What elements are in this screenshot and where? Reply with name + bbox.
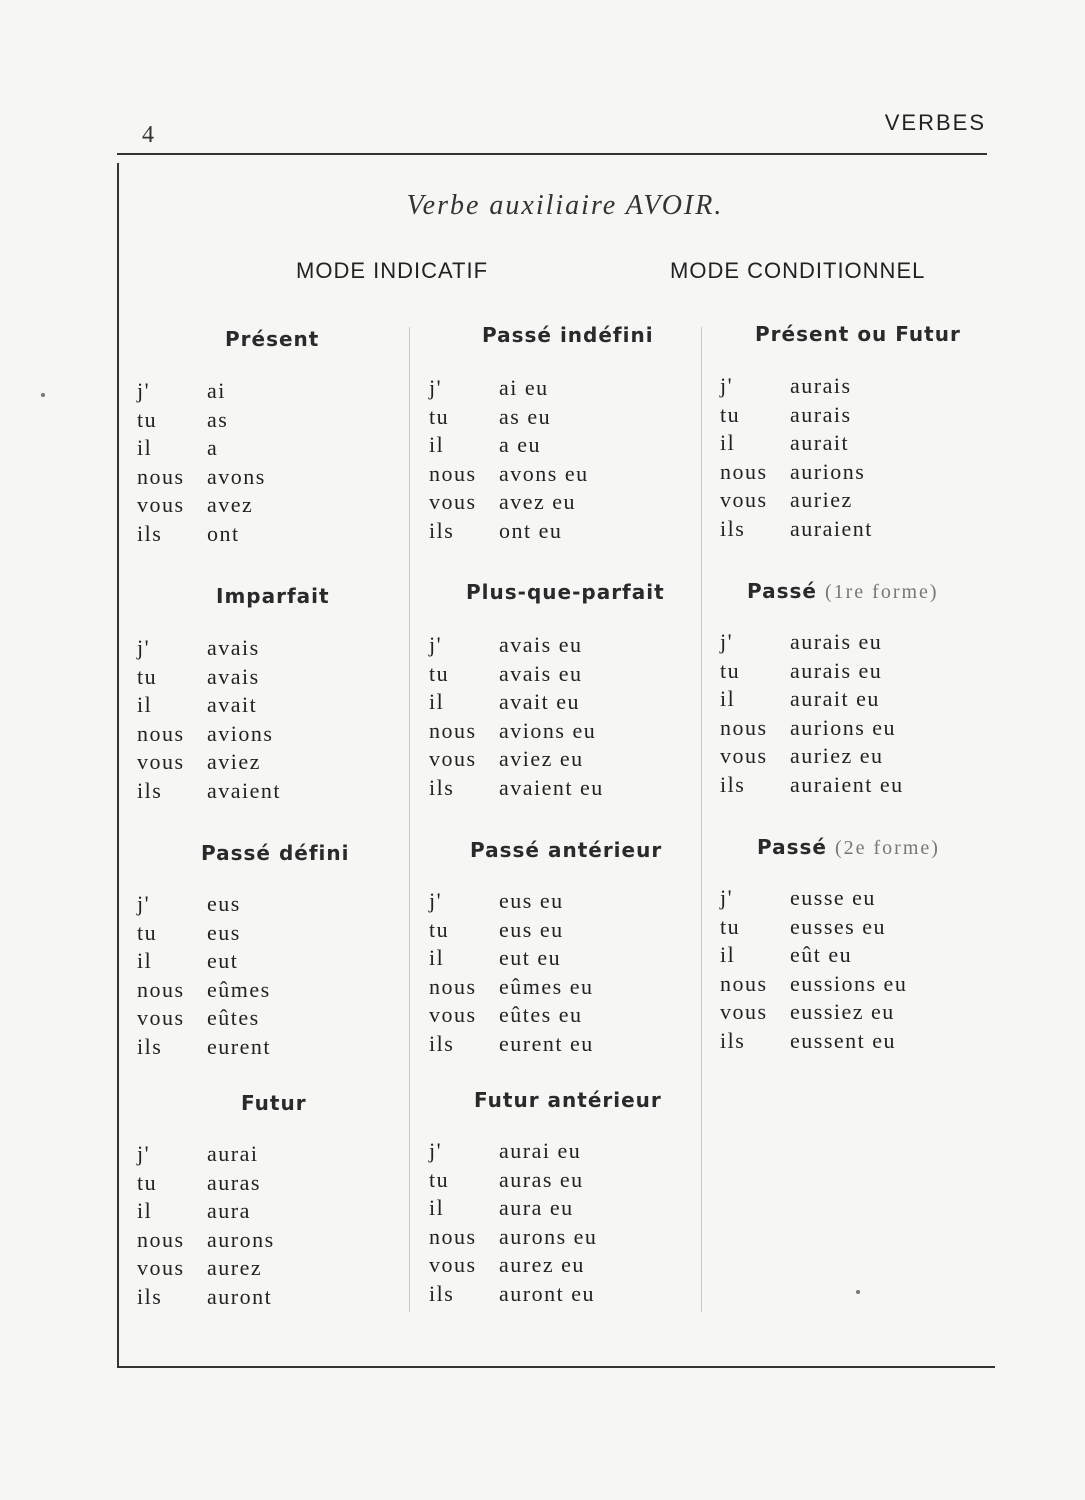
pronoun: tu — [137, 406, 158, 432]
conjugation-row — [429, 631, 604, 660]
conjugation-row — [720, 884, 907, 913]
verb-form: aurons eu — [499, 1223, 598, 1249]
conjugation-row — [720, 515, 873, 544]
conjugation-row — [137, 1254, 275, 1283]
verb-form: as eu — [499, 403, 552, 429]
pronoun: j' — [720, 373, 734, 398]
verb-form: aviez — [207, 749, 261, 775]
conjugation-row — [429, 774, 604, 803]
tense-title-text: Passé — [747, 579, 817, 603]
verb-form: eussiez eu — [790, 999, 895, 1025]
conjugation-row — [429, 944, 594, 973]
tense-title-imparfait: Imparfait — [216, 584, 330, 608]
pronoun: ils — [137, 777, 163, 803]
conjugation-row — [720, 657, 904, 686]
verb-form: auras — [207, 1169, 261, 1195]
conjugation-row — [429, 1166, 597, 1195]
conjugation-row — [720, 372, 873, 401]
speck — [41, 393, 45, 397]
tense-title-plus-que-parfait: Plus-que-parfait — [466, 580, 665, 604]
conjugation-row — [137, 777, 281, 806]
verb-form: aurions eu — [790, 714, 897, 740]
pronoun: j' — [137, 635, 151, 660]
pronoun: j' — [429, 375, 443, 400]
verb-form: eût eu — [790, 942, 853, 968]
verb-form: eus — [207, 891, 241, 916]
pronoun: nous — [137, 463, 185, 489]
verb-form: auraient eu — [790, 771, 904, 797]
verb-form: avais eu — [499, 632, 583, 657]
conjugation-plus-que-parfait — [429, 631, 604, 803]
pronoun: vous — [137, 1005, 185, 1031]
pronoun: vous — [429, 489, 477, 515]
pronoun: il — [137, 1198, 153, 1224]
verb-form: eurent eu — [499, 1030, 594, 1056]
page-number: 4 — [142, 122, 154, 148]
conjugation-row — [429, 688, 604, 717]
mode-indicatif-heading: MODE INDICATIF — [296, 258, 489, 283]
conjugation-row — [720, 401, 873, 430]
tense-title-futur: Futur — [241, 1091, 307, 1115]
verb-form: aurait eu — [790, 686, 880, 712]
pronoun: il — [429, 945, 445, 971]
conjugation-row — [720, 486, 873, 515]
conjugation-row — [137, 491, 266, 520]
pronoun: j' — [137, 378, 151, 403]
tense-title-passe-anterieur: Passé antérieur — [470, 838, 663, 862]
verb-form: aurai — [207, 1141, 259, 1166]
pronoun: tu — [429, 916, 450, 942]
verb-form: eusse eu — [790, 885, 876, 910]
tense-title-suffix: (2e forme) — [834, 837, 940, 859]
tense-title-present: Présent — [225, 327, 320, 351]
pronoun: vous — [137, 749, 185, 775]
pronoun: il — [720, 942, 736, 968]
verb-form: aura — [207, 1198, 251, 1224]
conjugation-row — [429, 431, 589, 460]
conjugation-row — [137, 919, 271, 948]
conjugation-passe-anterieur — [429, 887, 594, 1059]
conjugation-row — [137, 1140, 275, 1169]
pronoun: il — [137, 435, 153, 461]
pronoun: nous — [720, 458, 768, 484]
conjugation-row — [137, 890, 271, 919]
pronoun: tu — [720, 401, 741, 427]
pronoun: il — [720, 686, 736, 712]
top-rule — [117, 153, 987, 155]
verb-form: aurais — [790, 401, 852, 427]
conjugation-row — [137, 520, 266, 549]
verb-form: avait eu — [499, 689, 581, 715]
pronoun: vous — [429, 1252, 477, 1278]
pronoun: ils — [429, 1280, 455, 1306]
tense-title-cond-passe-1 — [747, 579, 939, 604]
verb-form: eus — [207, 919, 241, 945]
verb-form: avais eu — [499, 660, 583, 686]
conjugation-row — [720, 429, 873, 458]
pronoun: il — [720, 430, 736, 456]
verb-form: aurais eu — [790, 629, 883, 654]
tense-title-passe-indefini: Passé indéfini — [482, 323, 654, 347]
pronoun: ils — [429, 1030, 455, 1056]
conjugation-row — [720, 941, 907, 970]
verb-form: ont eu — [499, 517, 563, 543]
verb-form: aurais — [790, 373, 852, 398]
pronoun: vous — [137, 1255, 185, 1281]
conjugation-row — [137, 947, 271, 976]
verb-form: as — [207, 406, 229, 432]
page-title: Verbe auxiliaire AVOIR. — [406, 190, 724, 221]
verb-form: eussions eu — [790, 970, 908, 996]
conjugation-present — [137, 377, 266, 549]
pronoun: j' — [137, 891, 151, 916]
conjugation-passe-defini — [137, 890, 271, 1062]
conjugation-row — [137, 1197, 275, 1226]
conjugation-row — [137, 406, 266, 435]
conjugation-row — [429, 745, 604, 774]
tense-title-futur-anterieur: Futur antérieur — [474, 1088, 662, 1112]
conjugation-row — [720, 771, 904, 800]
verb-form: aurions — [790, 458, 866, 484]
conjugation-row — [429, 403, 589, 432]
verb-form: auriez eu — [790, 743, 884, 769]
tense-title-passe-defini: Passé défini — [201, 841, 350, 865]
conjugation-row — [137, 634, 281, 663]
verb-form: eûmes — [207, 976, 271, 1002]
verb-form: aura eu — [499, 1195, 574, 1221]
pronoun: j' — [720, 629, 734, 654]
verb-form: eurent — [207, 1033, 271, 1059]
pronoun: j' — [720, 885, 734, 910]
pronoun: tu — [429, 1166, 450, 1192]
pronoun: vous — [720, 743, 768, 769]
pronoun: tu — [429, 660, 450, 686]
pronoun: vous — [429, 746, 477, 772]
pronoun: nous — [720, 714, 768, 740]
conjugation-cond-present — [720, 372, 873, 544]
verb-form: eûtes — [207, 1005, 260, 1031]
verb-form: avaient — [207, 777, 282, 803]
conjugation-row — [137, 976, 271, 1005]
conjugation-row — [720, 1027, 907, 1056]
verb-form: aurais eu — [790, 657, 883, 683]
verb-form: eûtes eu — [499, 1002, 583, 1028]
conjugation-row — [720, 685, 904, 714]
verb-form: auront — [207, 1283, 273, 1309]
verb-form: avez eu — [499, 489, 577, 515]
conjugation-row — [137, 377, 266, 406]
conjugation-row — [429, 1194, 597, 1223]
tense-title-suffix: (1re forme) — [824, 581, 939, 603]
conjugation-row — [137, 748, 281, 777]
verb-form: avions eu — [499, 717, 597, 743]
conjugation-row — [429, 460, 589, 489]
pronoun: ils — [137, 520, 163, 546]
tense-title-text: Passé — [757, 835, 827, 859]
pronoun: tu — [137, 919, 158, 945]
verb-form: auraient — [790, 515, 873, 541]
conjugation-row — [720, 458, 873, 487]
bottom-rule — [117, 1366, 995, 1368]
conjugation-row — [429, 488, 589, 517]
pronoun: nous — [137, 1226, 185, 1252]
verb-form: aviez eu — [499, 746, 584, 772]
column-divider — [409, 327, 410, 1312]
conjugation-row — [429, 887, 594, 916]
conjugation-row — [137, 434, 266, 463]
conjugation-row — [137, 1004, 271, 1033]
conjugation-row — [429, 1280, 597, 1309]
verb-form: eus eu — [499, 916, 564, 942]
pronoun: ils — [720, 771, 746, 797]
verb-form: a — [207, 435, 219, 461]
verb-form: eus eu — [499, 888, 564, 913]
conjugation-row — [429, 1251, 597, 1280]
conjugation-cond-passe-2 — [720, 884, 907, 1056]
conjugation-passe-indefini — [429, 374, 589, 546]
verb-form: aurez eu — [499, 1252, 585, 1278]
verb-form: ai — [207, 378, 226, 403]
verb-form: aurons — [207, 1226, 275, 1252]
pronoun: tu — [137, 1169, 158, 1195]
pronoun: tu — [720, 657, 741, 683]
verb-form: aurai eu — [499, 1138, 582, 1163]
conjugation-row — [720, 628, 904, 657]
verb-form: eussent eu — [790, 1027, 897, 1053]
conjugation-row — [137, 1283, 275, 1312]
verb-form: aurait — [790, 430, 850, 456]
conjugation-row — [720, 714, 904, 743]
conjugation-row — [429, 660, 604, 689]
pronoun: ils — [720, 1027, 746, 1053]
conjugation-row — [137, 1226, 275, 1255]
conjugation-row — [429, 374, 589, 403]
pronoun: nous — [429, 973, 477, 999]
verb-form: eusses eu — [790, 913, 886, 939]
pronoun: nous — [429, 717, 477, 743]
conjugation-row — [137, 1169, 275, 1198]
pronoun: vous — [137, 492, 185, 518]
pronoun: il — [429, 1195, 445, 1221]
conjugation-row — [720, 970, 907, 999]
pronoun: il — [137, 948, 153, 974]
tense-title-cond-present: Présent ou Futur — [755, 322, 961, 346]
verb-form: avaient eu — [499, 774, 604, 800]
conjugation-row — [720, 998, 907, 1027]
pronoun: tu — [429, 403, 450, 429]
conjugation-row — [720, 913, 907, 942]
verb-form: eûmes eu — [499, 973, 594, 999]
conjugation-row — [429, 717, 604, 746]
verb-form: avons eu — [499, 460, 589, 486]
pronoun: j' — [429, 632, 443, 657]
conjugation-row — [429, 1030, 594, 1059]
pronoun: ils — [429, 774, 455, 800]
conjugation-row — [137, 663, 281, 692]
speck — [856, 1290, 860, 1294]
verb-form: a eu — [499, 432, 542, 458]
conjugation-cond-passe-1 — [720, 628, 904, 800]
pronoun: tu — [720, 913, 741, 939]
conjugation-row — [429, 517, 589, 546]
pronoun: il — [429, 689, 445, 715]
verb-form: eut eu — [499, 945, 562, 971]
mode-conditionnel-heading: MODE CONDITIONNEL — [670, 258, 926, 283]
conjugation-row — [429, 1223, 597, 1252]
pronoun: nous — [137, 720, 185, 746]
pronoun: il — [429, 432, 445, 458]
pronoun: ils — [137, 1283, 163, 1309]
pronoun: j' — [429, 1138, 443, 1163]
conjugation-row — [137, 691, 281, 720]
conjugation-row — [720, 742, 904, 771]
running-head: VERBES — [884, 110, 986, 135]
pronoun: nous — [429, 1223, 477, 1249]
conjugation-row — [429, 1001, 594, 1030]
conjugation-row — [429, 973, 594, 1002]
pronoun: ils — [429, 517, 455, 543]
pronoun: il — [137, 692, 153, 718]
conjugation-row — [137, 720, 281, 749]
pronoun: j' — [429, 888, 443, 913]
tense-title-cond-passe-2 — [757, 835, 940, 860]
conjugation-row — [429, 1137, 597, 1166]
verb-form: aurez — [207, 1255, 263, 1281]
verb-form: avait — [207, 692, 258, 718]
verb-form: ont — [207, 520, 240, 546]
pronoun: tu — [137, 663, 158, 689]
pronoun: nous — [429, 460, 477, 486]
column-divider — [701, 327, 702, 1312]
pronoun: j' — [137, 1141, 151, 1166]
conjugation-row — [137, 463, 266, 492]
pronoun: nous — [137, 976, 185, 1002]
pronoun: vous — [720, 999, 768, 1025]
verb-form: auront eu — [499, 1280, 595, 1306]
verb-form: avons — [207, 463, 266, 489]
verb-form: eut — [207, 948, 239, 974]
verb-form: auras eu — [499, 1166, 584, 1192]
pronoun: vous — [720, 487, 768, 513]
pronoun: ils — [137, 1033, 163, 1059]
pronoun: nous — [720, 970, 768, 996]
verb-form: avais — [207, 663, 260, 689]
conjugation-row — [429, 916, 594, 945]
verb-form: avais — [207, 635, 260, 660]
verb-form: avez — [207, 492, 254, 518]
conjugation-row — [137, 1033, 271, 1062]
verb-form: ai eu — [499, 375, 549, 400]
pronoun: ils — [720, 515, 746, 541]
left-rule — [117, 163, 119, 1368]
pronoun: vous — [429, 1002, 477, 1028]
conjugation-imparfait — [137, 634, 281, 806]
conjugation-futur-anterieur — [429, 1137, 597, 1309]
conjugation-futur — [137, 1140, 275, 1312]
verb-form: auriez — [790, 487, 853, 513]
verb-form: avions — [207, 720, 274, 746]
